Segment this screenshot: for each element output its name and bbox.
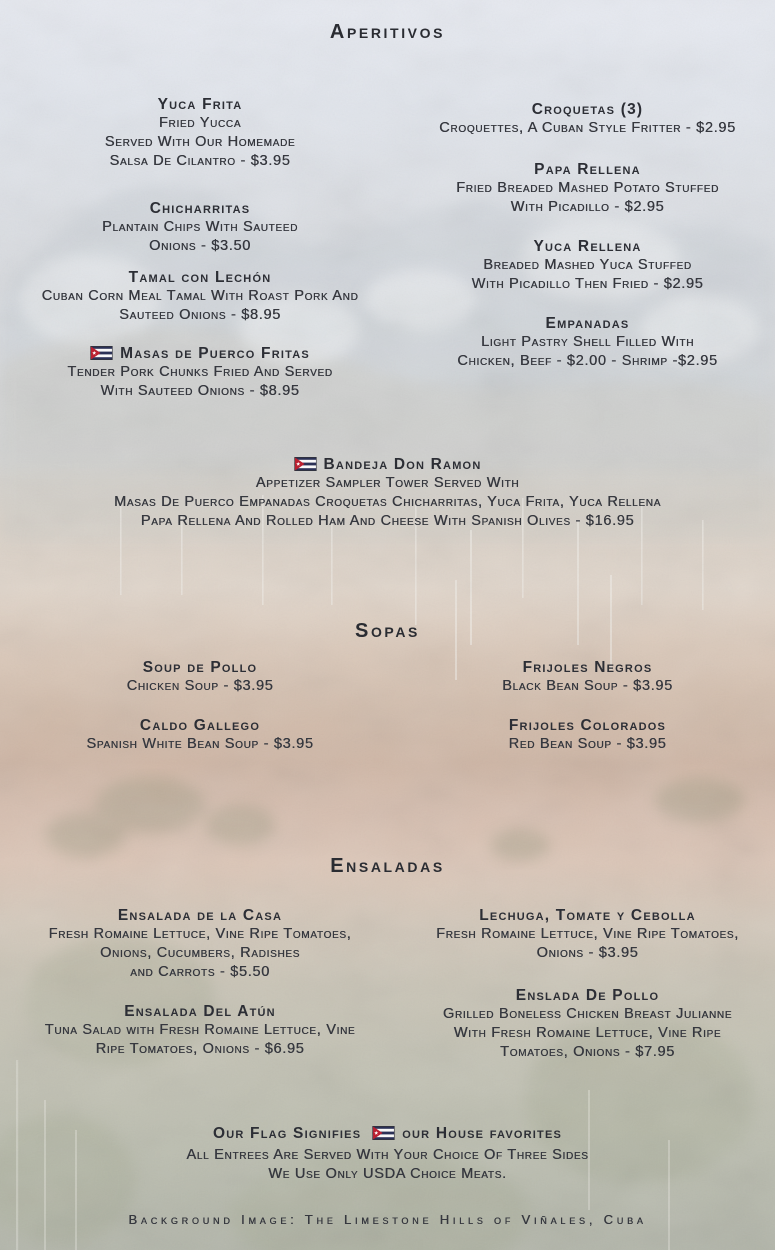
menu-item-description: and Carrots - $5.50	[130, 964, 270, 980]
menu-item-name: Enslada De Pollo	[515, 987, 660, 1004]
flag-note	[0, 1122, 775, 1146]
sopas-left-column	[0, 658, 400, 754]
menu-item	[400, 237, 775, 294]
ensaladas-right-column	[400, 906, 775, 1062]
menu-item-name: Lechuga, Tomate y Cebolla	[479, 907, 696, 924]
menu-item-description: Tender Pork Chunks Fried And Served	[67, 364, 333, 380]
menu-item-description: Papa Rellena And Rolled Ham And Cheese With Spanish Olives - $16.95	[140, 513, 635, 529]
menu-item	[400, 986, 775, 1062]
section-title-ensaladas: Ensaladas	[330, 855, 445, 877]
menu-item-description: Masas De Puerco Empanadas Croquetas Chicharritas, Yuca Frita, Yuca Rellena	[114, 494, 661, 510]
ensaladas-columns	[0, 906, 775, 1062]
menu-item-description: Ripe Tomatoes, Onions - $6.95	[95, 1041, 305, 1057]
menu-item-description: Appetizer Sampler Tower Served With	[255, 475, 520, 491]
flag-note-prefix: Our Flag Signifies	[212, 1125, 362, 1142]
menu-item	[400, 658, 775, 696]
menu-item-description: Plantain Chips With Sauteed	[102, 219, 298, 235]
menu-item-description: Onions - $3.50	[149, 238, 251, 254]
menu-item-name: Soup de Pollo	[142, 659, 258, 676]
menu-item-description: Fresh Romaine Lettuce, Vine Ripe Tomatoes,	[48, 926, 352, 942]
cuban-flag-icon	[372, 1126, 395, 1140]
menu-item	[400, 906, 775, 963]
menu-item-description: Chicken Soup - $3.95	[126, 678, 274, 694]
section-title-sopas: Sopas	[355, 620, 420, 642]
menu-item-description: Fried Yucca	[158, 115, 242, 131]
aperitivos-right-column	[400, 95, 775, 401]
menu-item-description: With Fresh Romaine Lettuce, Vine Ripe	[453, 1025, 722, 1041]
meats-note: We Use Only USDA Choice Meats.	[268, 1166, 507, 1182]
menu-item-name: Tamal con Lechón	[128, 269, 272, 286]
menu-item-name: Caldo Gallego	[139, 717, 261, 734]
menu-item-description: With Sauteed Onions - $8.95	[100, 383, 300, 399]
cuban-flag-icon	[294, 457, 317, 471]
menu-item	[0, 268, 400, 325]
menu-item-name: Papa Rellena	[534, 161, 641, 178]
menu-item-name-text: Masas de Puerco Fritas	[120, 345, 310, 362]
sopas-right-column	[400, 658, 775, 754]
menu-item	[0, 199, 400, 256]
menu-item	[400, 160, 775, 217]
menu-item-description: Chicken, Beef - $2.00 - Shrimp -$2.95	[457, 353, 718, 369]
background-credit: Background Image: The Limestone Hills of Viñales, Cuba	[128, 1212, 647, 1227]
menu-item-description: Fresh Romaine Lettuce, Vine Ripe Tomatoes,	[436, 926, 739, 942]
menu-item-description: Onions - $3.95	[536, 945, 639, 961]
menu-item-name	[0, 344, 400, 363]
menu-item-name: Yuca Rellena	[533, 238, 642, 255]
menu-item	[400, 716, 775, 754]
menu-item	[0, 906, 400, 982]
aperitivos-columns	[0, 95, 775, 401]
menu-item-name: Croquetas (3)	[531, 101, 644, 118]
menu-item	[0, 95, 400, 171]
cuban-flag-icon	[90, 346, 113, 360]
menu-item-description: Tuna Salad with Fresh Romaine Lettuce, Vine	[44, 1022, 356, 1038]
menu-item-description: Grilled Boneless Chicken Breast Julianne	[442, 1006, 733, 1022]
menu-item-name: Frijoles Negros	[522, 659, 653, 676]
menu-item-description: Sauteed Onions - $8.95	[119, 307, 281, 323]
menu-item-description: With Picadillo Then Fried - $2.95	[471, 276, 704, 292]
menu-item-name: Ensalada de la Casa	[117, 907, 283, 924]
menu-item-name: Yuca Frita	[157, 96, 243, 113]
menu-item-description: Onions, Cucumbers, Radishes	[99, 945, 301, 961]
menu-item-name	[0, 455, 775, 474]
menu-item-house-favorite-featured	[0, 455, 775, 531]
menu-item-name-text: Bandeja Don Ramon	[323, 456, 482, 473]
sopas-columns	[0, 658, 775, 754]
entrees-note: All Entrees Are Served With Your Choice Of Three Sides	[186, 1147, 589, 1163]
ensaladas-left-column	[0, 906, 400, 1062]
menu-item	[400, 314, 775, 371]
menu-item-name: Ensalada Del Atún	[124, 1003, 276, 1020]
footer-notes	[0, 1122, 775, 1184]
menu-item-house-favorite	[0, 344, 400, 401]
menu-item-name: Empanadas	[545, 315, 630, 332]
menu-item-description: Croquettes, A Cuban Style Fritter - $2.95	[439, 120, 736, 136]
menu-item-description: Light Pastry Shell Filled With	[480, 334, 695, 350]
section-title-aperitivos: Aperitivos	[329, 21, 446, 43]
menu-item-description: Cuban Corn Meal Tamal With Roast Pork And	[41, 288, 359, 304]
menu-item-name: Chicharritas	[149, 200, 251, 217]
menu-item-description: Salsa De Cilantro - $3.95	[109, 153, 291, 169]
menu-item-description: Served With Our Homemade	[104, 134, 296, 150]
aperitivos-left-column	[0, 95, 400, 401]
menu-item	[0, 716, 400, 754]
menu-item	[400, 100, 775, 138]
menu-item-description: Breaded Mashed Yuca Stuffed	[483, 257, 692, 273]
menu-item-description: With Picadillo - $2.95	[510, 199, 665, 215]
menu-item-description: Fried Breaded Mashed Potato Stuffed	[456, 180, 719, 196]
menu-item-description: Red Bean Soup - $3.95	[508, 736, 667, 752]
menu-item-description: Tomatoes, Onions - $7.95	[500, 1044, 675, 1060]
flag-note-suffix: our House favorites	[402, 1125, 563, 1142]
menu-item-description: Black Bean Soup - $3.95	[502, 678, 673, 694]
menu-item	[0, 1002, 400, 1059]
menu-item	[0, 658, 400, 696]
menu-item-name: Frijoles Colorados	[508, 717, 667, 734]
menu-item-description: Spanish White Bean Soup - $3.95	[86, 736, 314, 752]
